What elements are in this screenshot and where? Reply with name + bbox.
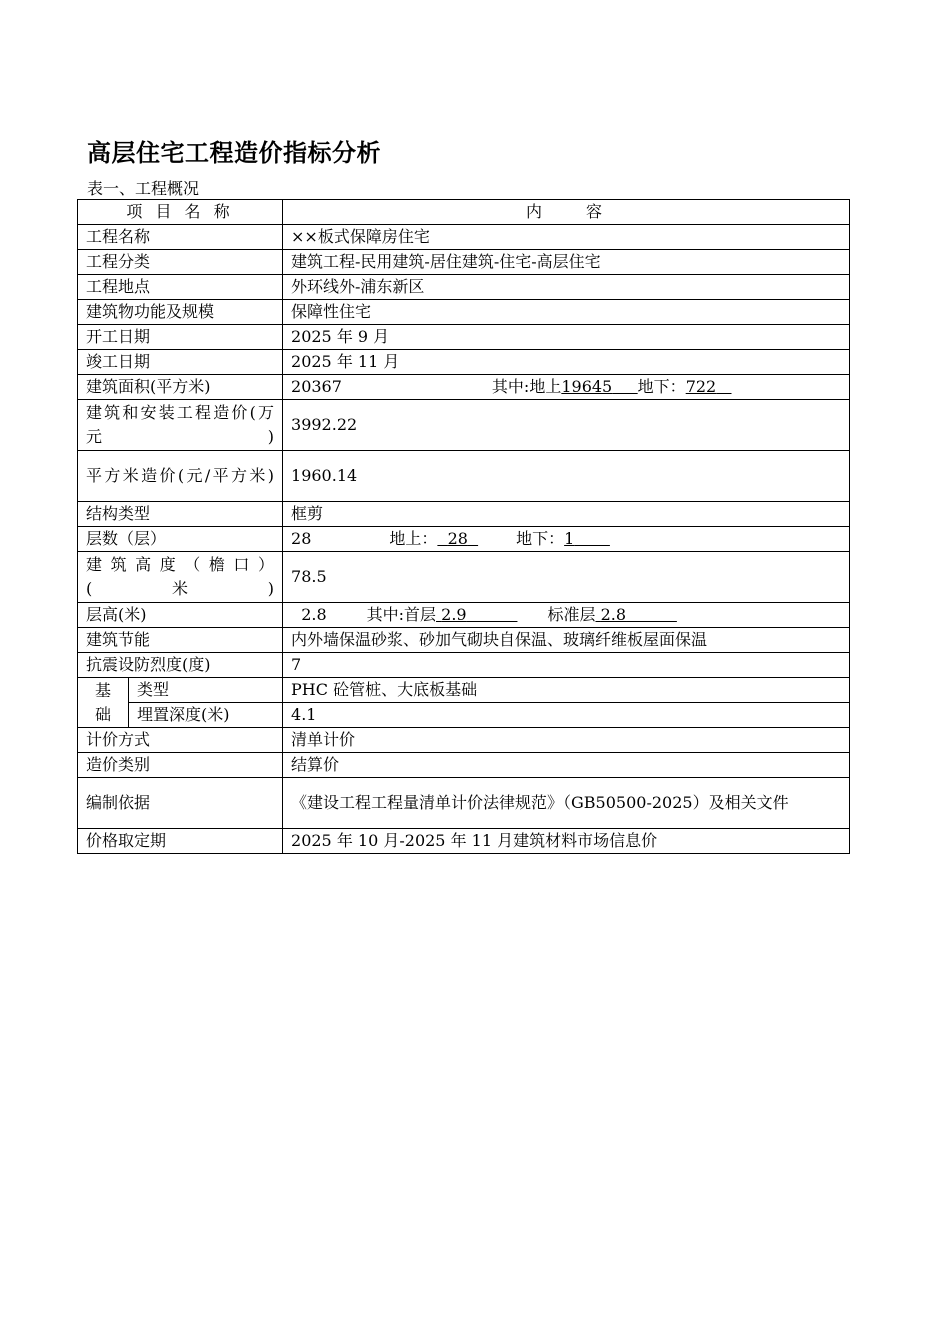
row-value: 2025 年 9 月 (283, 325, 850, 350)
table-row (78, 728, 850, 753)
header-content: 内 容 (283, 200, 850, 225)
area-below-label: 地下： (637, 377, 686, 396)
table-row (78, 275, 850, 300)
table-row (78, 527, 850, 552)
table-caption: 表一、工程概况 (87, 179, 200, 198)
table-row (78, 603, 850, 628)
row-value: 《建设工程工程量清单计价法律规范》（GB50500-2025）及相关文件 (283, 778, 850, 829)
row-label: 层数（层） (78, 527, 283, 552)
table-row (78, 375, 850, 400)
row-value: 结算价 (283, 753, 850, 778)
floors-below: 1 (564, 529, 575, 548)
row-label: 工程地点 (78, 275, 283, 300)
row-value: 清单计价 (283, 728, 850, 753)
table-header-row (78, 200, 850, 225)
area-above: 19645 (561, 377, 613, 396)
foundation-group-label: 基 础 (78, 678, 129, 728)
row-label: 建筑节能 (78, 628, 283, 653)
table-row (78, 300, 850, 325)
row-label: 编制依据 (78, 778, 283, 829)
table-row (78, 653, 850, 678)
table-row (78, 703, 850, 728)
storey-first-label: 其中:首层 (366, 605, 437, 624)
row-value: 保障性住宅 (283, 300, 850, 325)
table-row (78, 350, 850, 375)
row-value: 建筑工程-民用建筑-居住建筑-住宅-高层住宅 (283, 250, 850, 275)
table-row (78, 628, 850, 653)
row-label: 类型 (129, 678, 283, 703)
table-row (78, 225, 850, 250)
table-row (78, 250, 850, 275)
row-value: 2025 年 11 月 (283, 350, 850, 375)
table-row (78, 552, 850, 603)
row-value: 框剪 (283, 502, 850, 527)
floors-below-label: 地下： (516, 529, 565, 548)
row-label: 竣工日期 (78, 350, 283, 375)
table-row (78, 678, 850, 703)
row-label: 价格取定期 (78, 829, 283, 854)
row-value (283, 527, 850, 552)
storey-std-label: 标准层 (547, 605, 596, 624)
row-label: 建筑物功能及规模 (78, 300, 283, 325)
storey-std: 2.8 (600, 605, 627, 624)
row-value: 7 (283, 653, 850, 678)
row-value (283, 375, 850, 400)
row-value: 外环线外-浦东新区 (283, 275, 850, 300)
row-value: 2025 年 10 月-2025 年 11 月建筑材料市场信息价 (283, 829, 850, 854)
row-value (283, 603, 850, 628)
row-value: PHC 砼管桩、大底板基础 (283, 678, 850, 703)
floors-total: 28 (291, 529, 312, 548)
row-value: 4.1 (283, 703, 850, 728)
row-label: 平方米造价(元/平方米) (78, 451, 283, 502)
row-label: 计价方式 (78, 728, 283, 753)
table-row (78, 325, 850, 350)
row-value: 1960.14 (283, 451, 850, 502)
table-row (78, 400, 850, 451)
row-label: 建筑面积(平方米) (78, 375, 283, 400)
row-label: 工程名称 (78, 225, 283, 250)
table-row (78, 451, 850, 502)
floors-above: 28 (447, 529, 468, 548)
table-row (78, 753, 850, 778)
storey-height: 2.8 (301, 605, 327, 624)
row-value: ××板式保障房住宅 (283, 225, 850, 250)
row-value: 内外墙保温砂浆、砂加气砌块自保温、玻璃纤维板屋面保温 (283, 628, 850, 653)
row-value: 78.5 (283, 552, 850, 603)
row-label: 抗震设防烈度(度) (78, 653, 283, 678)
row-label: 层高(米) (78, 603, 283, 628)
row-label: 埋置深度(米) (129, 703, 283, 728)
row-label: 建筑和安装工程造价(万元) (78, 400, 283, 451)
table-row (78, 778, 850, 829)
area-total: 20367 (291, 377, 342, 396)
row-value: 3992.22 (283, 400, 850, 451)
row-label: 造价类别 (78, 753, 283, 778)
row-label: 建 筑 高 度 （ 檐 口 ）(米) (78, 552, 283, 603)
area-below: 722 (685, 377, 717, 396)
header-item: 项 目 名 称 (78, 200, 283, 225)
row-label: 结构类型 (78, 502, 283, 527)
floors-above-label: 地上： (389, 529, 438, 548)
storey-first: 2.9 (441, 605, 467, 624)
table-row (78, 502, 850, 527)
page-title: 高层住宅工程造价指标分析 (87, 139, 381, 167)
row-label: 工程分类 (78, 250, 283, 275)
row-label: 开工日期 (78, 325, 283, 350)
area-above-label: 其中:地上 (491, 377, 562, 396)
table-row (78, 829, 850, 854)
project-overview-table (77, 199, 850, 854)
